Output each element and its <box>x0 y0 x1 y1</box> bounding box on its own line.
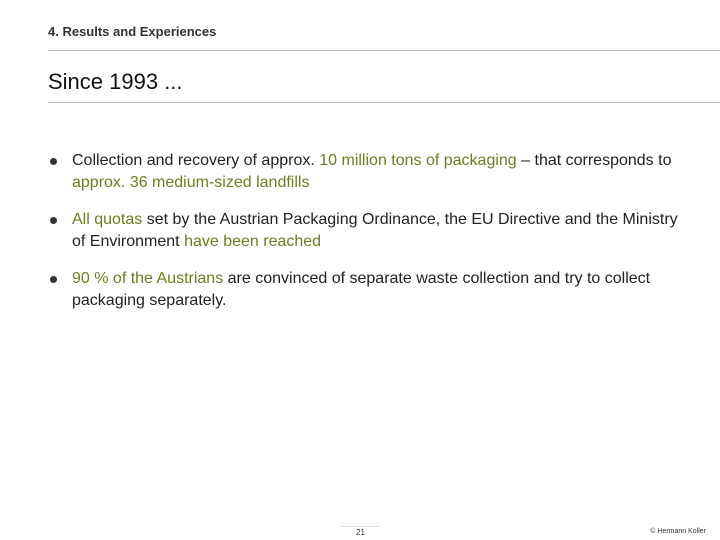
slide-title: Since 1993 ... <box>48 69 183 94</box>
header-divider <box>48 50 720 51</box>
bullet-highlight: All quotas <box>72 211 143 228</box>
bullet-dot-icon <box>50 276 57 283</box>
bullet-list <box>48 150 688 327</box>
bullet-highlight: have been reached <box>184 233 322 250</box>
bullet-dot-icon <box>50 217 57 224</box>
bullet-highlight: 90 % of the Austrians <box>72 270 224 287</box>
bullet-highlight: 10 million tons of packaging <box>319 152 517 169</box>
section-label: 4. Results and Experiences <box>48 24 217 39</box>
bullet-item-austrians <box>48 268 688 312</box>
bullet-text: are convinced of separate waste collection and try to collect packaging separately. <box>72 270 651 309</box>
bullet-item-quotas <box>48 209 688 253</box>
footer-divider <box>340 526 380 527</box>
copyright-notice: © Hermann Koller <box>650 528 706 535</box>
bullet-text: – that corresponds to <box>516 152 672 169</box>
bullet-text: set by the Austrian Packaging Ordinance, the EU Directive and the Ministry of Environment <box>72 211 678 250</box>
bullet-text: Collection and recovery of approx. <box>72 152 320 169</box>
bullet-dot-icon <box>50 158 57 165</box>
bullet-item-collection <box>48 150 688 194</box>
title-divider <box>48 102 720 103</box>
bullet-highlight: approx. 36 medium-sized landfills <box>72 174 310 191</box>
page-number: 21 <box>356 528 365 537</box>
